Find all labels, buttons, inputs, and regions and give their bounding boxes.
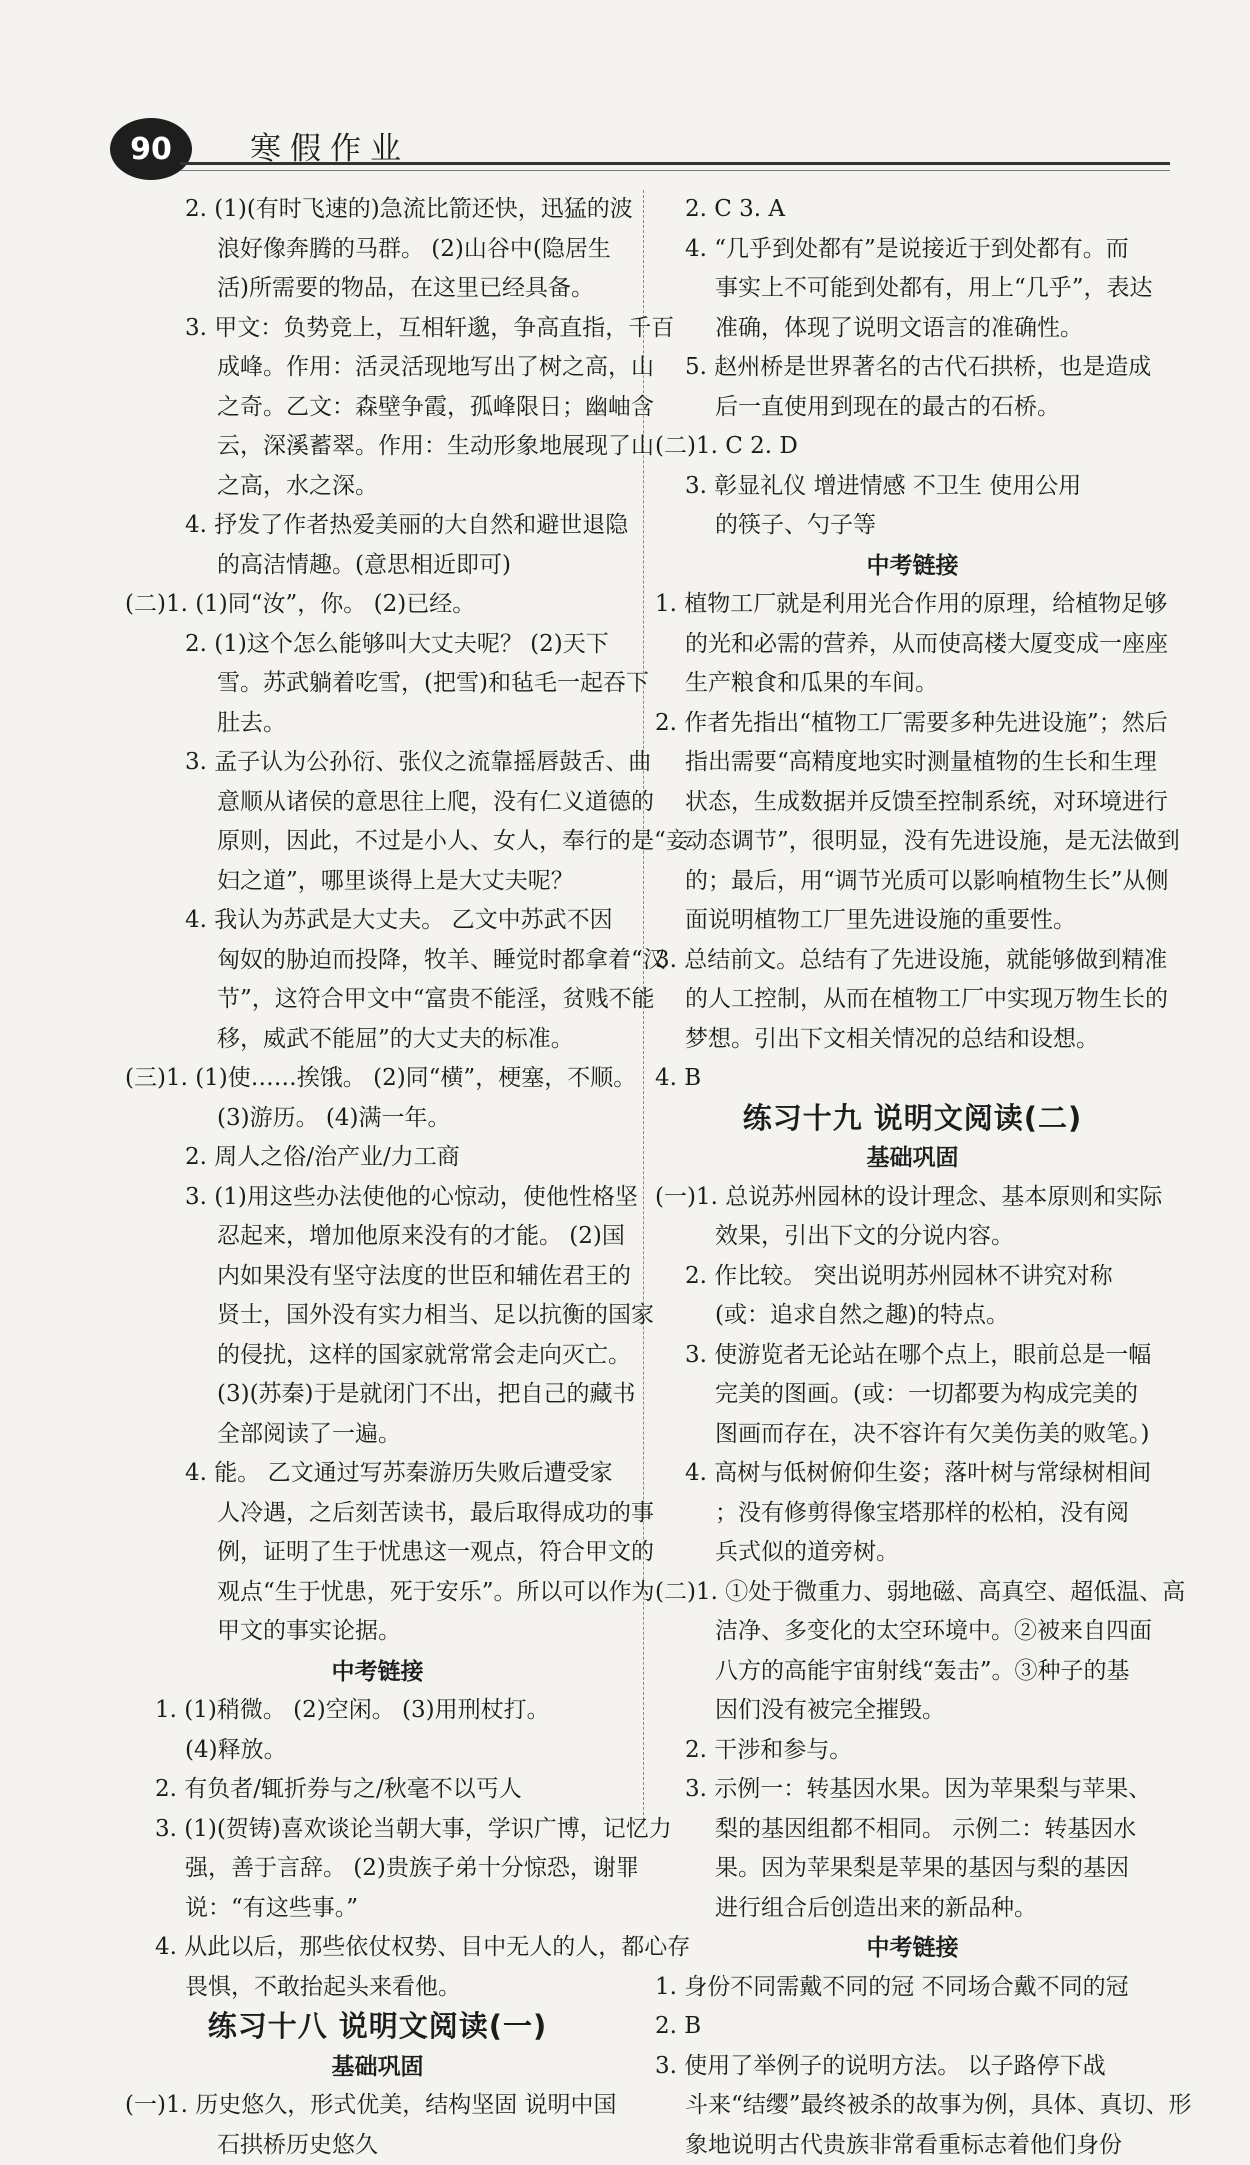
answer-line: 贤士，国外没有实力相当、足以抗衡的国家 [125,1296,630,1336]
page-number-badge: 90 [110,118,192,180]
answer-line: 甲文的事实论据。 [125,1612,630,1652]
section-heading: 中考链接 [655,546,1170,586]
answer-line: 2. 作者先指出“植物工厂需要多种先进设施”；然后 [655,704,1170,744]
answer-line: (4)释放。 [125,1731,630,1771]
answer-line: 2. B [655,2007,1170,2047]
answer-line: 效果，引出下文的分说内容。 [655,1217,1170,1257]
answer-line: 匈奴的胁迫而投降，牧羊、睡觉时都拿着“汉 [125,941,630,981]
answer-line: 4. “几乎到处都有”是说接近于到处都有。而 [655,230,1170,270]
answer-line: 准确，体现了说明文语言的准确性。 [655,309,1170,349]
answer-line: 内如果没有坚守法度的世臣和辅佐君王的 [125,1257,630,1297]
answer-line: ；没有修剪得像宝塔那样的松柏，没有阅 [655,1494,1170,1534]
answer-line: 畏惧，不敢抬起头来看他。 [125,1968,630,2008]
answer-line: 指出需要“高精度地实时测量植物的生长和生理 [655,743,1170,783]
answer-line: (一)1. 总说苏州园林的设计理念、基本原则和实际 [655,1178,1170,1218]
answer-line: (三)1. (1)使……挨饿。 (2)同“横”，梗塞，不顺。 [125,1059,630,1099]
answer-line: 八方的高能宇宙射线“轰击”。③种子的基 [655,1652,1170,1692]
answer-line: 的高洁情趣。(意思相近即可) [125,546,630,586]
answer-line: (一)1. 历史悠久，形式优美，结构坚固 说明中国 [125,2086,630,2126]
answer-line: 事实上不可能到处都有，用上“几乎”，表达 [655,269,1170,309]
answer-line: 说：“有这些事。” [125,1889,630,1929]
header-rule-thin [180,170,1170,171]
answer-line: (3)(苏秦)于是就闭门不出，把自己的藏书 [125,1375,630,1415]
answer-line: 3. (1)(贺铸)喜欢谈论当朝大事，学识广博，记忆力 [125,1810,630,1850]
right-column [655,190,1170,2165]
answer-line: 意顺从诸侯的意思往上爬，没有仁义道德的 [125,783,630,823]
answer-line: 观点“生于忧患，死于安乐”。所以可以作为 [125,1573,630,1613]
answer-line: 2. 作比较。 突出说明苏州园林不讲究对称 [655,1257,1170,1297]
answer-line: 的光和必需的营养，从而使高楼大厦变成一座座 [655,625,1170,665]
answer-line: 的人工控制，从而在植物工厂中实现万物生长的 [655,980,1170,1020]
answer-line: 动态调节”，很明显，没有先进设施，是无法做到 [655,822,1170,862]
answer-line: 1. (1)稍微。 (2)空闲。 (3)用刑杖打。 [125,1691,630,1731]
answer-line: 之奇。乙文：森壁争霞，孤峰限日；幽岫含 [125,388,630,428]
answer-line: (二)1. C 2. D [655,427,1170,467]
answer-line: 3. 甲文：负势竞上，互相轩邈，争高直指，千百 [125,309,630,349]
answer-line: 之高，水之深。 [125,467,630,507]
section-heading: 中考链接 [655,1928,1170,1968]
answer-line: 活)所需要的物品，在这里已经具备。 [125,269,630,309]
answer-line: 人冷遇，之后刻苦读书，最后取得成功的事 [125,1494,630,1534]
answer-line: 状态，生成数据并反馈至控制系统，对环境进行 [655,783,1170,823]
answer-line: 5. 赵州桥是世界著名的古代石拱桥，也是造成 [655,348,1170,388]
answer-line: 4. 能。 乙文通过写苏秦游历失败后遭受家 [125,1454,630,1494]
exercise-title: 练习十八 说明文阅读(一) [125,2007,630,2047]
answer-line: 全部阅读了一遍。 [125,1415,630,1455]
book-title: 寒假作业 [250,123,410,168]
answer-line: 云，深溪蓄翠。作用：生动形象地展现了山 [125,427,630,467]
answer-line: 4. 抒发了作者热爱美丽的大自然和避世退隐 [125,506,630,546]
answer-line: 面说明植物工厂里先进设施的重要性。 [655,901,1170,941]
answer-line: 1. 植物工厂就是利用光合作用的原理，给植物足够 [655,585,1170,625]
answer-line: 原则，因此，不过是小人、女人，奉行的是“妾 [125,822,630,862]
answer-line: 4. 高树与低树俯仰生姿；落叶树与常绿树相间 [655,1454,1170,1494]
answer-line: 洁净、多变化的太空环境中。②被来自四面 [655,1612,1170,1652]
answer-line: 2. (1)这个怎么能够叫大丈夫呢？ (2)天下 [125,625,630,665]
answer-line: 进行组合后创造出来的新品种。 [655,1889,1170,1929]
section-heading: 中考链接 [125,1652,630,1692]
answer-line: (二)1. ①处于微重力、弱地磁、高真空、超低温、高 [655,1573,1170,1613]
answer-line: 的侵扰，这样的国家就常常会走向灭亡。 [125,1336,630,1376]
answer-line: 梦想。引出下文相关情况的总结和设想。 [655,1020,1170,1060]
header-rule [180,162,1170,165]
answer-line: 忍起来，增加他原来没有的才能。 (2)国 [125,1217,630,1257]
answer-line: 生产粮食和瓜果的车间。 [655,664,1170,704]
answer-line: 2. C 3. A [655,190,1170,230]
answer-line: 3. 示例一：转基因水果。因为苹果梨与苹果、 [655,1770,1170,1810]
answer-line: 象地说明古代贵族非常看重标志着他们身份 [655,2126,1170,2165]
answer-line: 3. 总结前文。总结有了先进设施，就能够做到精准 [655,941,1170,981]
answer-line: 2. 干涉和参与。 [655,1731,1170,1771]
page-header [110,118,1170,188]
answer-line: 例，证明了生于忧患这一观点，符合甲文的 [125,1533,630,1573]
answer-line: 的筷子、勺子等 [655,506,1170,546]
section-heading: 基础巩固 [655,1138,1170,1178]
section-heading: 基础巩固 [125,2047,630,2087]
answer-line: 3. 孟子认为公孙衍、张仪之流靠摇唇鼓舌、曲 [125,743,630,783]
answer-line: 节”，这符合甲文中“富贵不能淫，贫贱不能 [125,980,630,1020]
answer-line: 4. B [655,1059,1170,1099]
answer-line: 肚去。 [125,704,630,744]
answer-line: 2. 有负者/辄折券与之/秋毫不以丐人 [125,1770,630,1810]
answer-line: 1. 身份不同需戴不同的冠 不同场合戴不同的冠 [655,1968,1170,2008]
answer-line: 的；最后，用“调节光质可以影响植物生长”从侧 [655,862,1170,902]
answer-line: 浪好像奔腾的马群。 (2)山谷中(隐居生 [125,230,630,270]
answer-line: 梨的基因组都不相同。 示例二：转基因水 [655,1810,1170,1850]
answer-line: 完美的图画。(或：一切都要为构成完美的 [655,1375,1170,1415]
answer-line: 2. (1)(有时飞速的)急流比箭还快，迅猛的波 [125,190,630,230]
exercise-title: 练习十九 说明文阅读(二) [655,1099,1170,1139]
answer-line: (或：追求自然之趣)的特点。 [655,1296,1170,1336]
answer-line: (二)1. (1)同“汝”，你。 (2)已经。 [125,585,630,625]
answer-line: 后一直使用到现在的最古的石桥。 [655,388,1170,428]
answer-line: 雪。苏武躺着吃雪，(把雪)和毡毛一起吞下 [125,664,630,704]
answer-line: 成峰。作用：活灵活现地写出了树之高，山 [125,348,630,388]
answer-line: 3. 使用了举例子的说明方法。 以子路停下战 [655,2047,1170,2087]
left-column [125,190,630,2165]
answer-line: 4. 从此以后，那些依仗权势、目中无人的人，都心存 [125,1928,630,1968]
answer-line: 妇之道”，哪里谈得上是大丈夫呢？ [125,862,630,902]
answer-line: 图画而存在，决不容许有欠美伤美的败笔。) [655,1415,1170,1455]
answer-line: 3. (1)用这些办法使他的心惊动，使他性格坚 [125,1178,630,1218]
answer-line: 斗来“结缨”最终被杀的故事为例，具体、真切、形 [655,2086,1170,2126]
answer-line: 强，善于言辞。 (2)贵族子弟十分惊恐，谢罪 [125,1849,630,1889]
answer-line: 3. 彰显礼仪 增进情感 不卫生 使用公用 [655,467,1170,507]
answer-line: 2. 周人之俗/治产业/力工商 [125,1138,630,1178]
answer-line: 移，威武不能屈”的大丈夫的标准。 [125,1020,630,1060]
answer-line: 石拱桥历史悠久 [125,2126,630,2165]
answer-line: 果。因为苹果梨是苹果的基因与梨的基因 [655,1849,1170,1889]
answer-line: 3. 使游览者无论站在哪个点上，眼前总是一幅 [655,1336,1170,1376]
answer-line: 因们没有被完全摧毁。 [655,1691,1170,1731]
answer-line: (3)游历。 (4)满一年。 [125,1099,630,1139]
answer-line: 兵式似的道旁树。 [655,1533,1170,1573]
answer-line: 4. 我认为苏武是大丈夫。 乙文中苏武不因 [125,901,630,941]
